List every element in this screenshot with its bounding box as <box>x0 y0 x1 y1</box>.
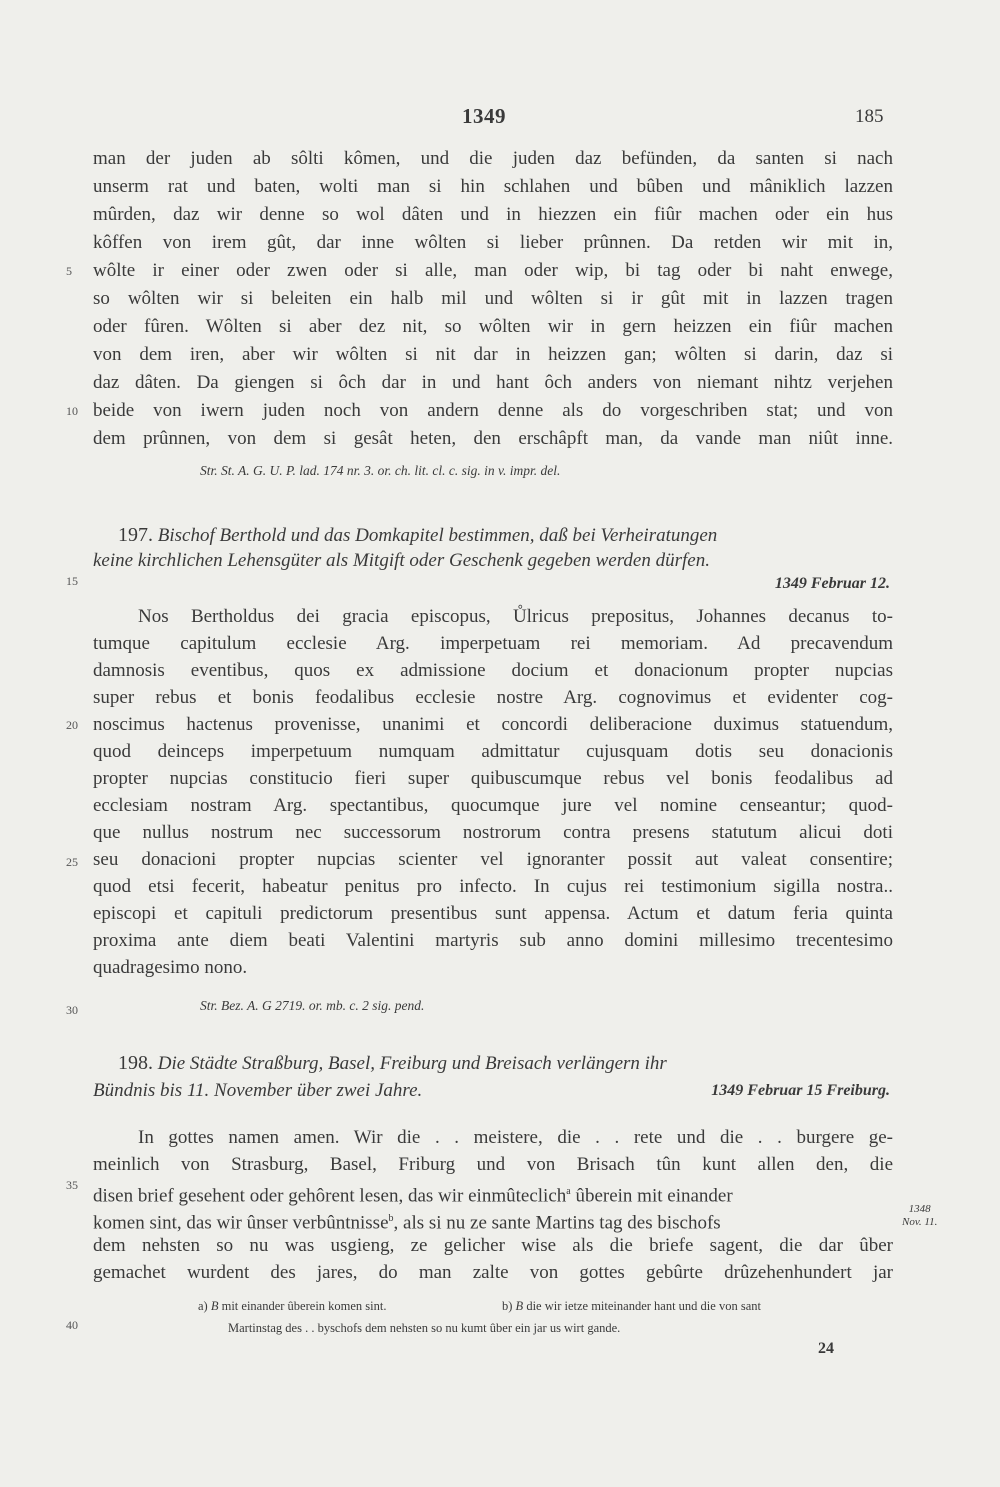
line-number: 40 <box>66 1318 78 1332</box>
document-title <box>118 522 894 549</box>
text-segment: komen sint, das wir ûnser verbûntnisse <box>93 1212 389 1234</box>
footnote-label: b) <box>502 1299 513 1313</box>
line-number: 30 <box>66 1003 78 1017</box>
footnote-text: die wir ietze miteinander hant und die von sant <box>526 1299 761 1313</box>
archival-source: Str. St. A. G. U. P. lad. 174 nr. 3. or. ch. lit. cl. c. sig. in v. impr. del. <box>200 463 561 478</box>
text-line: quadragesimo nono. <box>93 957 248 978</box>
signature-mark: 24 <box>818 1340 834 1357</box>
text-segment: ûberein mit einander <box>570 1185 733 1207</box>
text-line: super rebus et bonis feodalibus ecclesie nostre Arg. cognovimus et evidenter cog- <box>93 687 893 708</box>
line-number: 25 <box>66 855 78 869</box>
text-line: que nullus nostrum nec successorum nostrorum contra presens statutum alicui doti <box>93 822 893 843</box>
text-line: Nos Bertholdus dei gracia episcopus, Ůlricus prepositus, Johannes decanus to- <box>138 606 893 627</box>
text-line: proxima ante diem beati Valentini martyris sub anno domini millesimo trecentesimo <box>93 930 893 951</box>
text-line: man der juden ab sôlti kômen, und die juden daz befünden, da santen si nach <box>93 148 893 169</box>
text-line: mûrden, daz wir denne so wol dâten und in hiezzen ein fiûr machen oder ein hus <box>93 204 893 225</box>
text-line: kôffen von irem gût, dar inne wôlten si lieber prûnnen. Da retden wir mit in, <box>93 232 893 253</box>
text-line: beide von iwern juden noch von andern denne als do vorgeschriben stat; und von <box>93 400 893 421</box>
manuscript-siglum: B <box>210 1299 219 1313</box>
footnote-text: mit einander ûberein komen sint. <box>221 1299 387 1313</box>
text-line: quod etsi fecerit, habeatur penitus pro infecto. In cujus rei testimonium sigilla nostra.. <box>93 876 893 897</box>
page-number: 185 <box>855 106 884 127</box>
footnote-a <box>198 1299 387 1314</box>
footnote-ref: b <box>388 1213 394 1224</box>
text-line: In gottes namen amen. Wir die . . meistere, die . . rete und die . . burgere ge- <box>138 1127 893 1148</box>
text-line: damnosis eventibus, quos ex admissione docium et donacionum propter nupcias <box>93 660 893 681</box>
text-line: daz dâten. Da giengen si ôch dar in und hant ôch anders von niemant nihtz verjehen <box>93 372 893 393</box>
title-line: Bündnis bis 11. November über zwei Jahre. <box>93 1080 423 1101</box>
text-line: so wôlten wir si beleiten ein halb mil und wôlten si ir gût mit in lazzen tragen <box>93 288 893 309</box>
text-line: episcopi et capituli predictorum presentibus sunt appensa. Actum et datum feria quinta <box>93 903 893 924</box>
text-line: unserm rat und baten, wolti man si hin schlahen und bûben und mâniklich lazzen <box>93 176 893 197</box>
line-number: 5 <box>66 264 72 278</box>
running-header-year: 1349 <box>462 104 506 128</box>
document-title <box>118 1050 894 1077</box>
document-number: 198. <box>118 1052 153 1074</box>
text-segment: disen brief gesehent oder gehôrent lesen, das wir einmûteclich <box>93 1185 567 1207</box>
text-line: propter nupcias constitucio fieri super quibuscumque rebus vel bonis feodalibus ad <box>93 768 893 789</box>
title-line: Die Städte Straßburg, Basel, Freiburg und Breisach verlängern ihr <box>157 1053 667 1074</box>
line-number: 10 <box>66 404 78 418</box>
document-number: 197. <box>118 524 153 546</box>
text-line: von dem iren, aber wir wôlten si nit dar in heizzen gan; wôlten si darin, daz si <box>93 344 893 365</box>
text-line: quod deinceps imperpetuum numquam admittatur cujusquam dotis seu donacionis <box>93 741 893 762</box>
footnote-label: a) <box>198 1299 208 1313</box>
text-line: meinlich von Strasburg, Basel, Friburg und von Brisach tûn kunt allen den, die <box>93 1154 893 1175</box>
footnote-b-continued: Martinstag des . . byschofs dem nehsten so nu kumt ûber ein jar us wirt gande. <box>228 1321 621 1335</box>
document-date: 1349 Februar 15 Freiburg. <box>711 1082 890 1099</box>
text-line: tumque capitulum ecclesie Arg. imperpetuam rei memoriam. Ad precavendum <box>93 633 893 654</box>
manuscript-siglum: B <box>515 1299 524 1313</box>
archival-source: Str. Bez. A. G 2719. or. mb. c. 2 sig. pend. <box>200 998 425 1013</box>
line-number: 35 <box>66 1178 78 1192</box>
line-number: 15 <box>66 574 78 588</box>
text-line: gemachet wurdent des jares, do man zalte von gottes gebûrte drûzehenhundert jar <box>93 1262 893 1283</box>
margin-note-line: Nov. 11. <box>902 1216 938 1228</box>
text-line: wôlte ir einer oder zwen oder si alle, man oder wip, bi tag oder bi naht enwege, <box>93 260 893 281</box>
document-date: 1349 Februar 12. <box>774 575 890 592</box>
footnote-b <box>502 1299 761 1314</box>
title-line: keine kirchlichen Lehensgüter als Mitgift oder Geschenk gegeben werden dürfen. <box>93 550 710 571</box>
margin-note-line: 1348 <box>908 1203 931 1215</box>
line-number: 20 <box>66 718 78 732</box>
text-line: oder fûren. Wôlten si aber dez nit, so wôlten wir in gern heizzen ein fiûr machen <box>93 316 893 337</box>
text-line: dem nehsten so nu was usgieng, ze gelicher wise als die briefe sagent, die dar ûber <box>93 1235 893 1256</box>
title-line: Bischof Berthold und das Domkapitel bestimmen, daß bei Verheiratungen <box>157 525 718 546</box>
margin-note <box>902 1203 937 1229</box>
text-line: seu donacioni propter nupcias scienter vel ignoranter possit aut valeat consentire; <box>93 849 893 870</box>
text-segment: , als si nu ze sante Martins tag des bischofs <box>393 1212 721 1234</box>
footnote-ref: a <box>566 1186 571 1197</box>
text-line: dem prûnnen, von dem si gesât heten, den erschâpft man, da vande man niût inne. <box>93 428 893 449</box>
text-line: ecclesiam nostram Arg. spectantibus, quocumque jure vel nomine censeantur; quod- <box>93 795 893 816</box>
text-line: noscimus hactenus provenisse, unanimi et concordi deliberacione duximus statuendum, <box>93 714 893 735</box>
